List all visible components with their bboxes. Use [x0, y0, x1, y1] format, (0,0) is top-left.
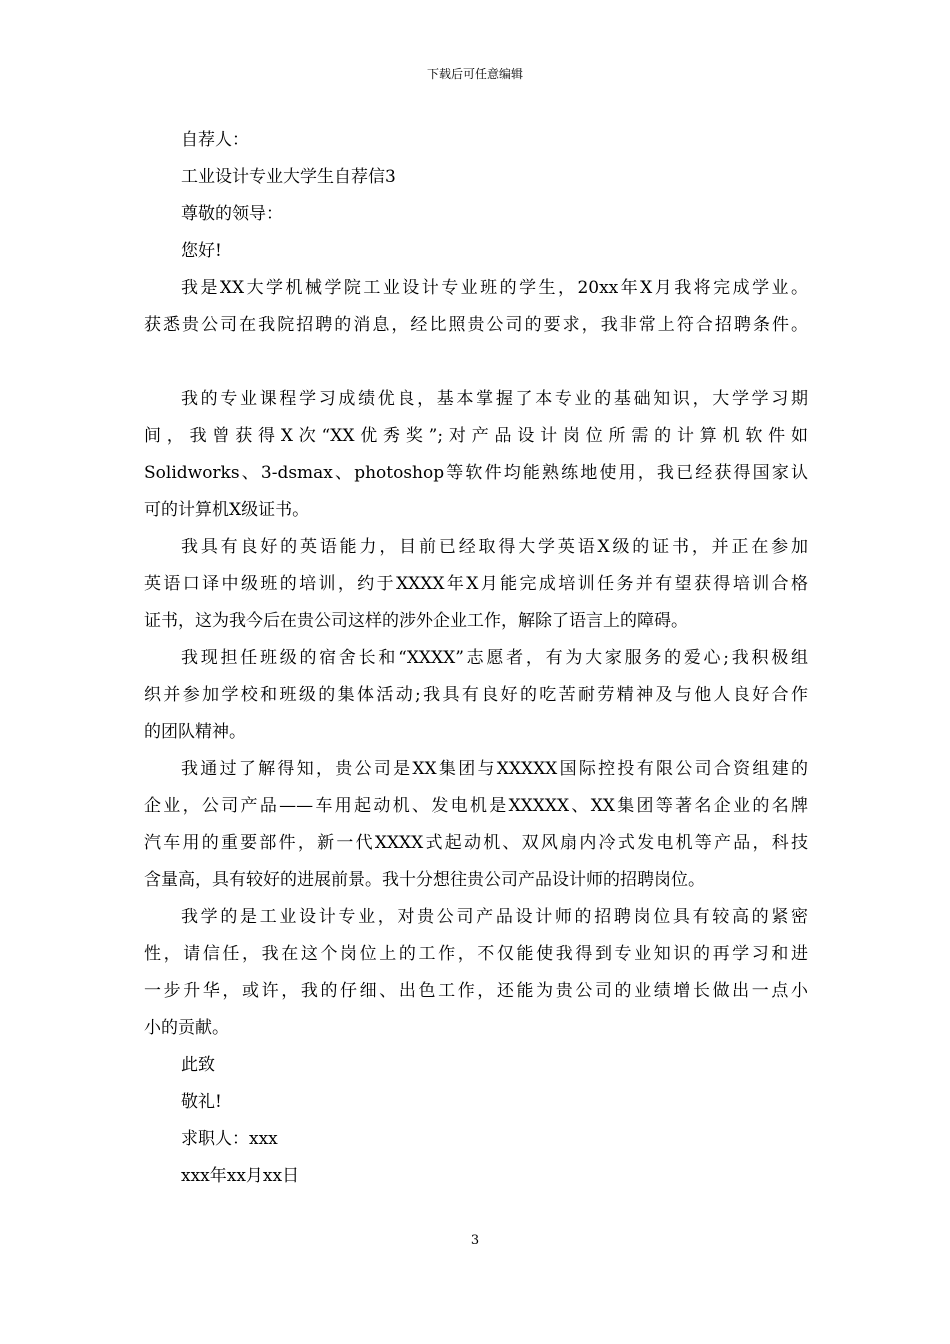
recommender-line: 自荐人： [181, 130, 249, 150]
paragraph-line: 可的计算机X级证书。 [144, 500, 310, 520]
paragraph-line: 我具有良好的英语能力，目前已经取得大学英语X级的证书，并正在参加 [181, 537, 808, 557]
paragraph-line: 我现担任班级的宿舍长和“XXXX”志愿者，有为大家服务的爱心;我积极组 [181, 648, 808, 668]
paragraph-line: 含量高，具有较好的进展前景。我十分想往贵公司产品设计师的招聘岗位。 [144, 870, 705, 890]
letter-title: 工业设计专业大学生自荐信3 [181, 167, 396, 187]
closing-line: 此致 [181, 1055, 215, 1075]
salutation: 尊敬的领导： [181, 204, 283, 224]
paragraph-line: Solidworks、3-dsmax、photoshop等软件均能熟练地使用，我已经获得国家认 [144, 463, 808, 483]
applicant-name: 求职人：xxx [181, 1129, 278, 1149]
paragraph-gap [144, 344, 808, 381]
page-header-note: 下载后可任意编辑 [426, 67, 523, 81]
paragraph-line: 我通过了解得知，贵公司是XX集团与XXXXX国际控投有限公司合资组建的 [181, 759, 808, 779]
paragraph-line: 间，我曾获得X次“XX优秀奖”;对产品设计岗位所需的计算机软件如 [144, 426, 808, 446]
paragraph-line: 织并参加学校和班级的集体活动;我具有良好的吃苦耐劳精神及与他人良好合作 [144, 685, 808, 705]
paragraph-line: 我的专业课程学习成绩优良，基本掌握了本专业的基础知识，大学学习期 [181, 389, 808, 409]
paragraph-line: 性，请信任，我在这个岗位上的工作，不仅能使我得到专业知识的再学习和进 [144, 944, 808, 964]
paragraph-line: 汽车用的重要部件，新一代XXXX式起动机、双风扇内冷式发电机等产品，科技 [144, 833, 808, 853]
paragraph-line: 企业，公司产品——车用起动机、发电机是XXXXX、XX集团等著名企业的名牌 [144, 796, 808, 816]
page-number: 3 [470, 1233, 480, 1248]
closing-salute: 敬礼! [181, 1092, 222, 1112]
letter-date: xxx年xx月xx日 [181, 1166, 300, 1186]
greeting: 您好! [181, 241, 222, 261]
paragraph-line: 一步升华，或许，我的仔细、出色工作，还能为贵公司的业绩增长做出一点小 [144, 981, 808, 1001]
paragraph-line: 证书，这为我今后在贵公司这样的涉外企业工作，解除了语言上的障碍。 [144, 611, 688, 631]
paragraph-line: 英语口译中级班的培训，约于XXXX年X月能完成培训任务并有望获得培训合格 [144, 574, 808, 594]
paragraph-line: 我学的是工业设计专业，对贵公司产品设计师的招聘岗位具有较高的紧密 [181, 907, 808, 927]
letter-body [144, 122, 808, 1195]
paragraph-line: 小的贡献。 [144, 1018, 229, 1038]
paragraph-line: 的团队精神。 [144, 722, 246, 742]
paragraph-line: 获悉贵公司在我院招聘的消息，经比照贵公司的要求，我非常上符合招聘条件。 [144, 315, 808, 335]
paragraph-line: 我是XX大学机械学院工业设计专业班的学生，20xx年X月我将完成学业。 [181, 278, 808, 298]
